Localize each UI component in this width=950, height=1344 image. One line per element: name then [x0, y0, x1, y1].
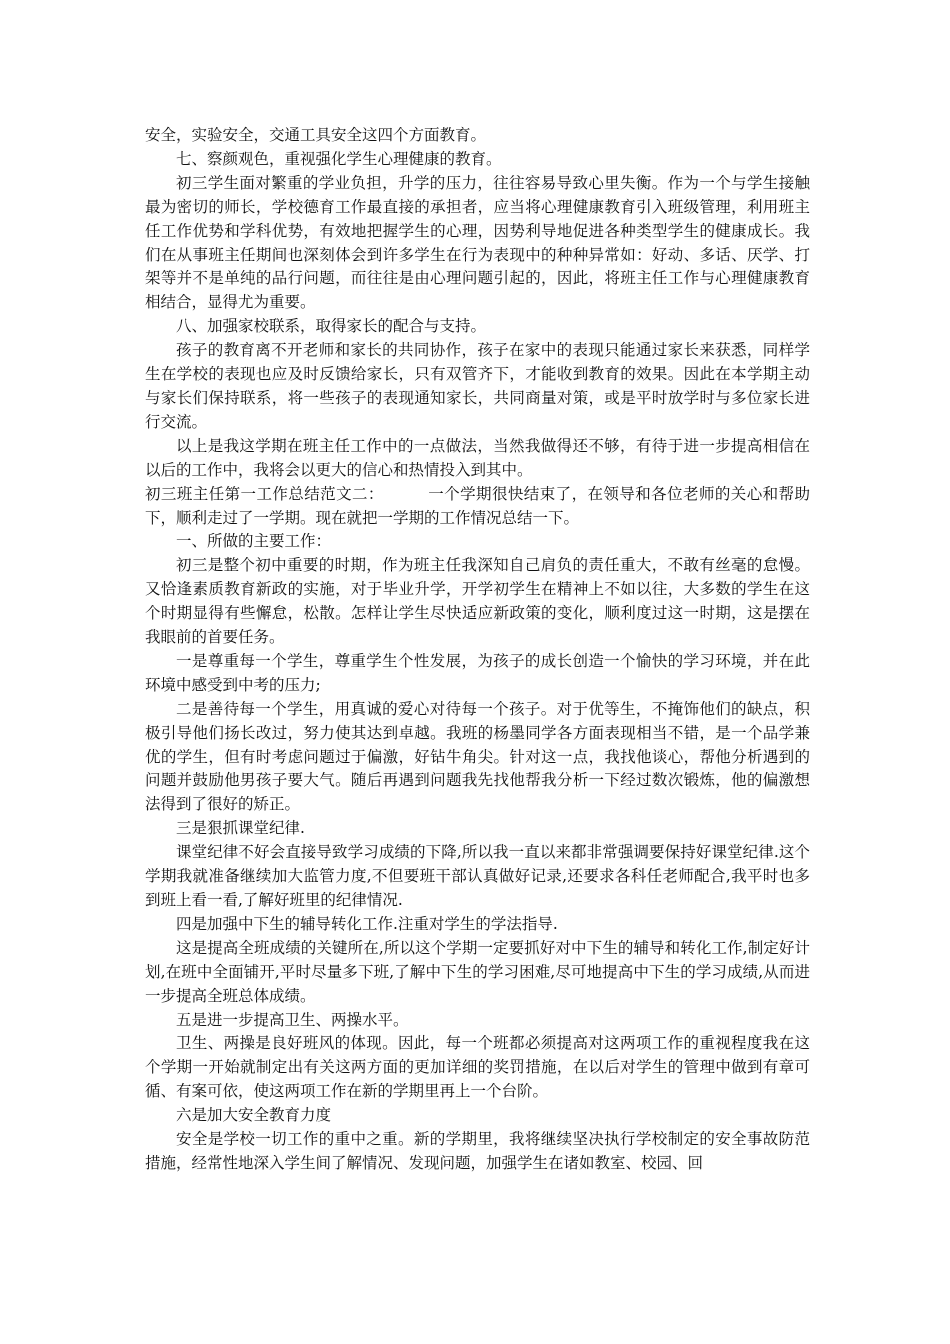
paragraph: 二是善待每一个学生，用真诚的爱心对待每一个孩子。对于优等生，不掩饰他们的缺点，积极引导他们扬长改过，努力使其达到卓越。我班的杨墨同学各方面表现相当不错，是一个品学兼优的学生，但有时考虑问题过于偏激，好钻牛角尖。针对这一点，我找他谈心，帮他分析遇到的问题并鼓励他男孩子要大气。随后再遇到问题我先找他帮我分析一下经过数次锻炼，他的偏激想法得到了很好的矫正。	[145, 699, 810, 814]
paragraph: 以上是我这学期在班主任工作中的一点做法，当然我做得还不够，有待于进一步提高相信在以后的工作中，我将会以更大的信心和热情投入到其中。	[145, 436, 810, 479]
article-title-paragraph	[145, 483, 810, 531]
paragraph: 初三是整个初中重要的时期，作为班主任我深知自己肩负的责任重大，不敢有丝毫的怠慢。又恰逢素质教育新政的实施，对于毕业升学，开学初学生在精神上不如以往，大多数的学生在这个时期显得有些懈怠，松散。怎样让学生尽快适应新政策的变化，顺利度过这一时期，这是摆在我眼前的首要任务。	[145, 556, 810, 647]
paragraph: 初三学生面对繁重的学业负担，升学的压力，往往容易导致心里失衡。作为一个与学生接触最为密切的师长，学校德育工作最直接的承担者，应当将心理健康教育引入班级管理，利用班主任工作优势和学科优势，有效地把握学生的心理，因势利导地促进各种类型学生的健康成长。我们在从事班主任期间也深刻体会到许多学生在行为表现中的种种异常如：好动、多话、厌学、打架等并不是单纯的品行问题，而往往是由心理问题引起的，因此，将班主任工作与心理健康教育相结合，显得尤为重要。	[145, 173, 810, 312]
paragraph: 课堂纪律不好会直接导致学习成绩的下降,所以我一直以来都非常强调要保持好课堂纪律.这个学期我就准备继续加大监管力度,不但要班干部认真做好记录,还要求各科任老师配合,我平时也多到班上看一看,了解好班里的纪律情况.	[145, 843, 810, 909]
article-intro: 一个学期很快结束了，在领导和各位老师的关心和帮助下，顺利走过了一学期。现在就把一学期的工作情况总结一下。	[145, 484, 810, 527]
section-heading: 七、察颜观色，重视强化学生心理健康的教育。	[176, 149, 502, 168]
paragraph: 这是提高全班成绩的关键所在,所以这个学期一定要抓好对中下生的辅导和转化工作,制定好计划,在班中全面铺开,平时尽量多下班,了解中下生的学习困难,尽可地提高中下生的学习成绩,从而进一步提高全班总体成绩。	[145, 938, 810, 1005]
section-heading: 一、所做的主要工作：	[176, 532, 332, 551]
section-heading: 八、加强家校联系，取得家长的配合与支持。	[176, 317, 487, 336]
paragraph: 一是尊重每一个学生，尊重学生个性发展，为孩子的成长创造一个愉快的学习环境，并在此环境中感受到中考的压力;	[145, 651, 810, 694]
paragraph: 孩子的教育离不开老师和家长的共同协作，孩子在家中的表现只能通过家长来获悉，同样学生在学校的表现也应及时反馈给家长，只有双管齐下，才能收到教育的效果。因此在本学期主动与家长们保持联系，将一些孩子的表现通知家长，共同商量对策，或是平时放学时与多位家长进行交流。	[145, 341, 810, 431]
section-heading: 三是狠抓课堂纪律.	[176, 819, 305, 838]
section-heading: 四是加强中下生的辅导转化工作.注重对学生的学法指导.	[176, 914, 558, 933]
document-body	[145, 124, 810, 1176]
section-heading: 五是进一步提高卫生、两操水平。	[176, 1010, 409, 1029]
article-title: 初三班主任第一工作总结范文二：	[145, 484, 384, 503]
paragraph: 卫生、两操是良好班风的体现。因此，每一个班都必须提高对这两项工作的重视程度我在这个学期一开始就制定出有关这两方面的更加详细的奖罚措施，在以后对学生的管理中做到有章可循、有案可依，使这两项工作在新的学期里再上一个台阶。	[145, 1034, 810, 1101]
paragraph: 安全，实验安全，交通工具安全这四个方面教育。	[145, 126, 487, 144]
section-heading: 六是加大安全教育力度	[176, 1106, 332, 1125]
paragraph: 安全是学校一切工作的重中之重。新的学期里，我将继续坚决执行学校制定的安全事故防范措施，经常性地深入学生间了解情况、发现问题，加强学生在诸如教室、校园、回	[145, 1130, 810, 1172]
